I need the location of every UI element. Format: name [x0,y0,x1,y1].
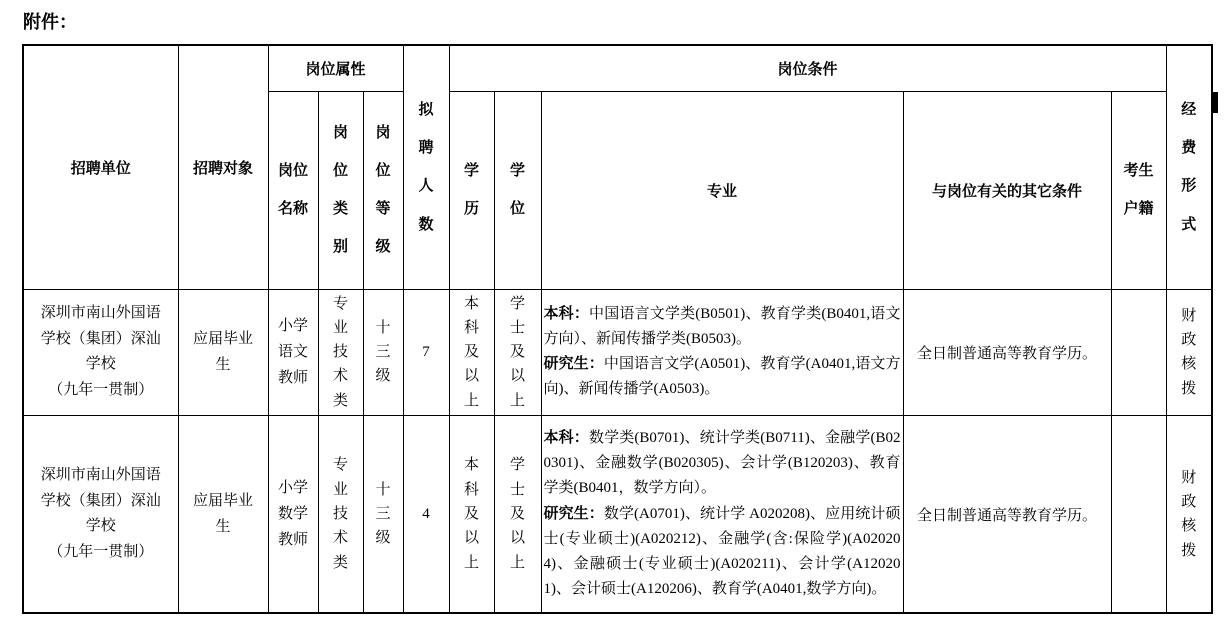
header-post-level: 岗位等级 [363,91,403,289]
grad-label: 研究生： [543,356,604,373]
education-cell: 本科及以上 [449,415,494,613]
degree-cell: 学士及以上 [494,415,541,613]
unit-suffix: （九年一贯制） [48,381,154,398]
other-conditions-cell: 全日制普通高等教育学历。 [903,289,1111,415]
header-candidate-household: 考生户籍 [1111,91,1166,289]
grad-majors: 研究生：数学(A0701)、统计学 A020208)、应用统计硕士(专业硕士)(A020212)、金融学(含:保险学)(A020204)、金融硕士(专业硕士)(A020211)、会计学(A120201)、会计硕士(A120206)、教育学(A0401,数学方向)。 [543,505,901,598]
table-row [23,289,1212,415]
major-cell [541,415,903,613]
unit-name: 深圳市南山外国语学校（集团）深汕学校 [40,467,161,535]
header-other-conditions: 与岗位有关的其它条件 [903,91,1111,289]
grad-label: 研究生： [543,505,604,522]
degree-cell: 学士及以上 [494,289,541,415]
post-level-cell: 十三级 [363,415,403,613]
candidate-household-cell [1111,415,1166,613]
recruit-target-cell: 应届毕业生 [178,289,268,415]
unit-name: 深圳市南山外国语学校（集团）深汕学校 [40,305,161,373]
header-funding-form: 经费形式 [1166,45,1212,289]
attachment-label: 附件： [23,12,77,32]
post-name-cell: 小学数学教师 [268,415,318,613]
header-post-category: 岗位类别 [318,91,363,289]
post-name-cell: 小学语文教师 [268,289,318,415]
header-degree: 学位 [494,91,541,289]
funding-form-cell: 财政核拨 [1166,289,1212,415]
post-level-cell: 十三级 [363,289,403,415]
header-major: 专业 [541,91,903,289]
major-cell [541,289,903,415]
planned-hires-cell: 7 [403,289,449,415]
undergrad-majors: 本科：数学类(B0701)、统计学类(B0711)、金融学(B020301)、金融数学(B020305)、会计学(B120203)、教育学类(B0401，数学方向）。 [543,430,901,497]
header-post-name: 岗位名称 [268,91,318,289]
recruit-unit-cell [23,415,178,613]
header-recruit-target: 招聘对象 [178,45,268,289]
recruit-target-cell: 应届毕业生 [178,415,268,613]
grad-majors: 研究生：中国语言文学(A0501)、教育学(A0401,语文方向)、新闻传播学(A0503)。 [543,356,901,398]
planned-hires-cell: 4 [403,415,449,613]
undergrad-majors: 本科：中国语言文学类(B0501)、教育学类(B0401,语文方向）、新闻传播学类(B0503)。 [543,305,901,348]
funding-form-cell: 财政核拨 [1166,415,1212,613]
undergrad-label: 本科： [543,305,590,322]
candidate-household-cell [1111,289,1166,415]
other-conditions-cell: 全日制普通高等教育学历。 [903,415,1111,613]
post-category-cell: 专业技术类 [318,415,363,613]
education-cell: 本科及以上 [449,289,494,415]
unit-suffix: （九年一贯制） [48,543,154,560]
recruit-unit-cell [23,289,178,415]
post-category-cell: 专业技术类 [318,289,363,415]
header-recruit-unit: 招聘单位 [23,45,178,289]
recruitment-table [22,44,1213,614]
header-post-attributes: 岗位属性 [268,45,403,91]
header-education: 学历 [449,91,494,289]
table-row [23,415,1212,613]
header-planned-hires: 拟聘人数 [403,45,449,289]
undergrad-label: 本科： [543,430,589,447]
edge-mark [1211,92,1218,113]
header-post-conditions: 岗位条件 [449,45,1166,91]
